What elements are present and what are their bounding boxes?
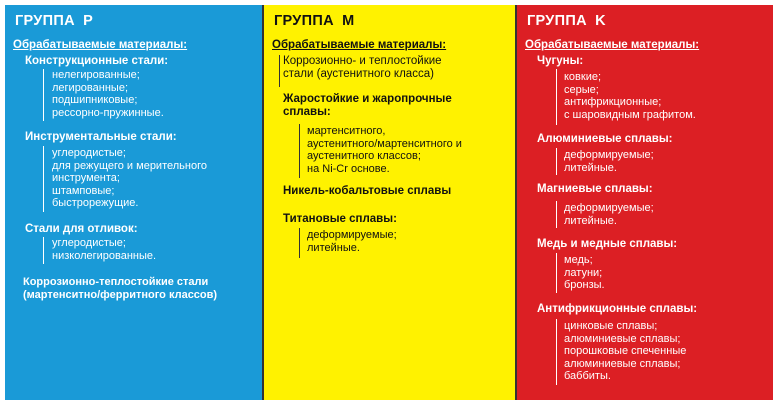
section-heading: Титановые сплавы: <box>283 213 397 225</box>
section-heading: Алюминиевые сплавы: <box>537 133 673 145</box>
section-heading-line: Коррозионно- и теплостойкие <box>283 55 442 67</box>
list-item: мартенситного, <box>307 125 386 137</box>
group-p-panel <box>5 5 262 400</box>
list-item: алюминиевые сплавы; <box>564 357 681 370</box>
list-item: баббиты. <box>564 370 611 383</box>
section-heading: Инструментальные стали: <box>25 131 177 143</box>
list-item: алюминиевые сплавы; <box>564 332 681 345</box>
section-items <box>564 320 686 383</box>
list-item: литейные. <box>564 214 617 227</box>
list-item: аустенитного/мартенситного и <box>307 137 462 150</box>
section-items <box>52 69 164 119</box>
list-item: подшипниковые; <box>52 94 138 107</box>
list-item: деформируемые; <box>307 229 397 241</box>
list-item: углеродистые; <box>52 237 126 249</box>
list-item: деформируемые; <box>564 202 654 214</box>
section-divider <box>43 146 44 212</box>
group-k-title: ГРУППА K <box>527 13 606 29</box>
section-divider <box>556 201 557 228</box>
section-divider <box>556 253 557 293</box>
list-item: латуни; <box>564 266 603 279</box>
section-divider <box>299 124 300 178</box>
group-k-subtitle: Обрабатываемые материалы: <box>525 39 700 51</box>
list-item: инструмента; <box>52 172 120 185</box>
group-m-title: ГРУППА M <box>274 13 355 29</box>
list-item: на Ni-Cr основе. <box>307 162 390 175</box>
list-item: деформируемые; <box>564 149 654 161</box>
section-divider <box>556 319 557 385</box>
list-item: быстрорежущие. <box>52 197 139 210</box>
section-heading <box>283 55 442 81</box>
group-p-title: ГРУППА P <box>15 13 94 29</box>
group-m-panel <box>262 5 517 400</box>
group-m-subtitle: Обрабатываемые материалы: <box>272 39 447 51</box>
section-items <box>307 125 462 175</box>
section-heading-line: сплавы: <box>283 106 331 118</box>
section-heading-line: Жаростойкие и жаропрочные <box>283 93 452 105</box>
list-item: легированные; <box>52 81 128 94</box>
section-divider <box>556 148 557 175</box>
list-item: для режущего и мерительного <box>52 159 207 172</box>
list-item: литейные. <box>564 161 617 174</box>
section-heading-line: (мартенситно/ферритного классов) <box>23 289 218 301</box>
list-item: штамповые; <box>52 184 115 197</box>
list-item: антифрикционные; <box>564 96 662 109</box>
section-divider <box>299 228 300 258</box>
section-heading-line: стали (аустенитного класса) <box>283 68 434 80</box>
list-item: серые; <box>564 83 599 96</box>
list-item: ковкие; <box>564 71 602 83</box>
section-heading-line: Коррозионно-теплостойкие стали <box>23 276 209 288</box>
list-item: цинковые сплавы; <box>564 320 658 332</box>
section-heading <box>283 93 452 119</box>
list-item: низколегированные. <box>52 249 157 262</box>
section-items <box>564 254 605 292</box>
section-items <box>52 147 207 210</box>
list-item: углеродистые; <box>52 147 126 159</box>
group-p-subtitle: Обрабатываемые материалы: <box>13 39 188 51</box>
list-item: порошковые спеченные <box>564 345 687 358</box>
list-item: нелегированные; <box>52 69 140 81</box>
list-item: с шаровидным графитом. <box>564 108 696 121</box>
section-heading: Чугуны: <box>537 55 584 67</box>
section-items <box>564 202 654 227</box>
section-items <box>52 237 156 262</box>
section-divider <box>279 55 280 87</box>
section-heading: Антифрикционные сплавы: <box>537 303 698 315</box>
section-heading: Конструкционные стали: <box>25 55 169 67</box>
section-heading: Никель-кобальтовые сплавы <box>283 185 452 197</box>
section-divider <box>43 237 44 264</box>
list-item: литейные. <box>307 241 360 254</box>
list-item: аустенитного классов; <box>307 150 421 163</box>
section-heading: Стали для отливок: <box>25 223 138 235</box>
section-items <box>564 149 654 174</box>
section-items <box>307 229 397 254</box>
section-heading <box>23 276 217 302</box>
list-item: рессорно-пружинные. <box>52 106 164 119</box>
list-item: бронзы. <box>564 279 605 292</box>
group-k-panel <box>517 5 773 400</box>
section-items <box>564 71 696 121</box>
section-divider <box>43 69 44 121</box>
section-heading: Магниевые сплавы: <box>537 183 653 195</box>
list-item: медь; <box>564 254 593 266</box>
section-divider <box>556 69 557 125</box>
section-heading: Медь и медные сплавы: <box>537 238 678 250</box>
